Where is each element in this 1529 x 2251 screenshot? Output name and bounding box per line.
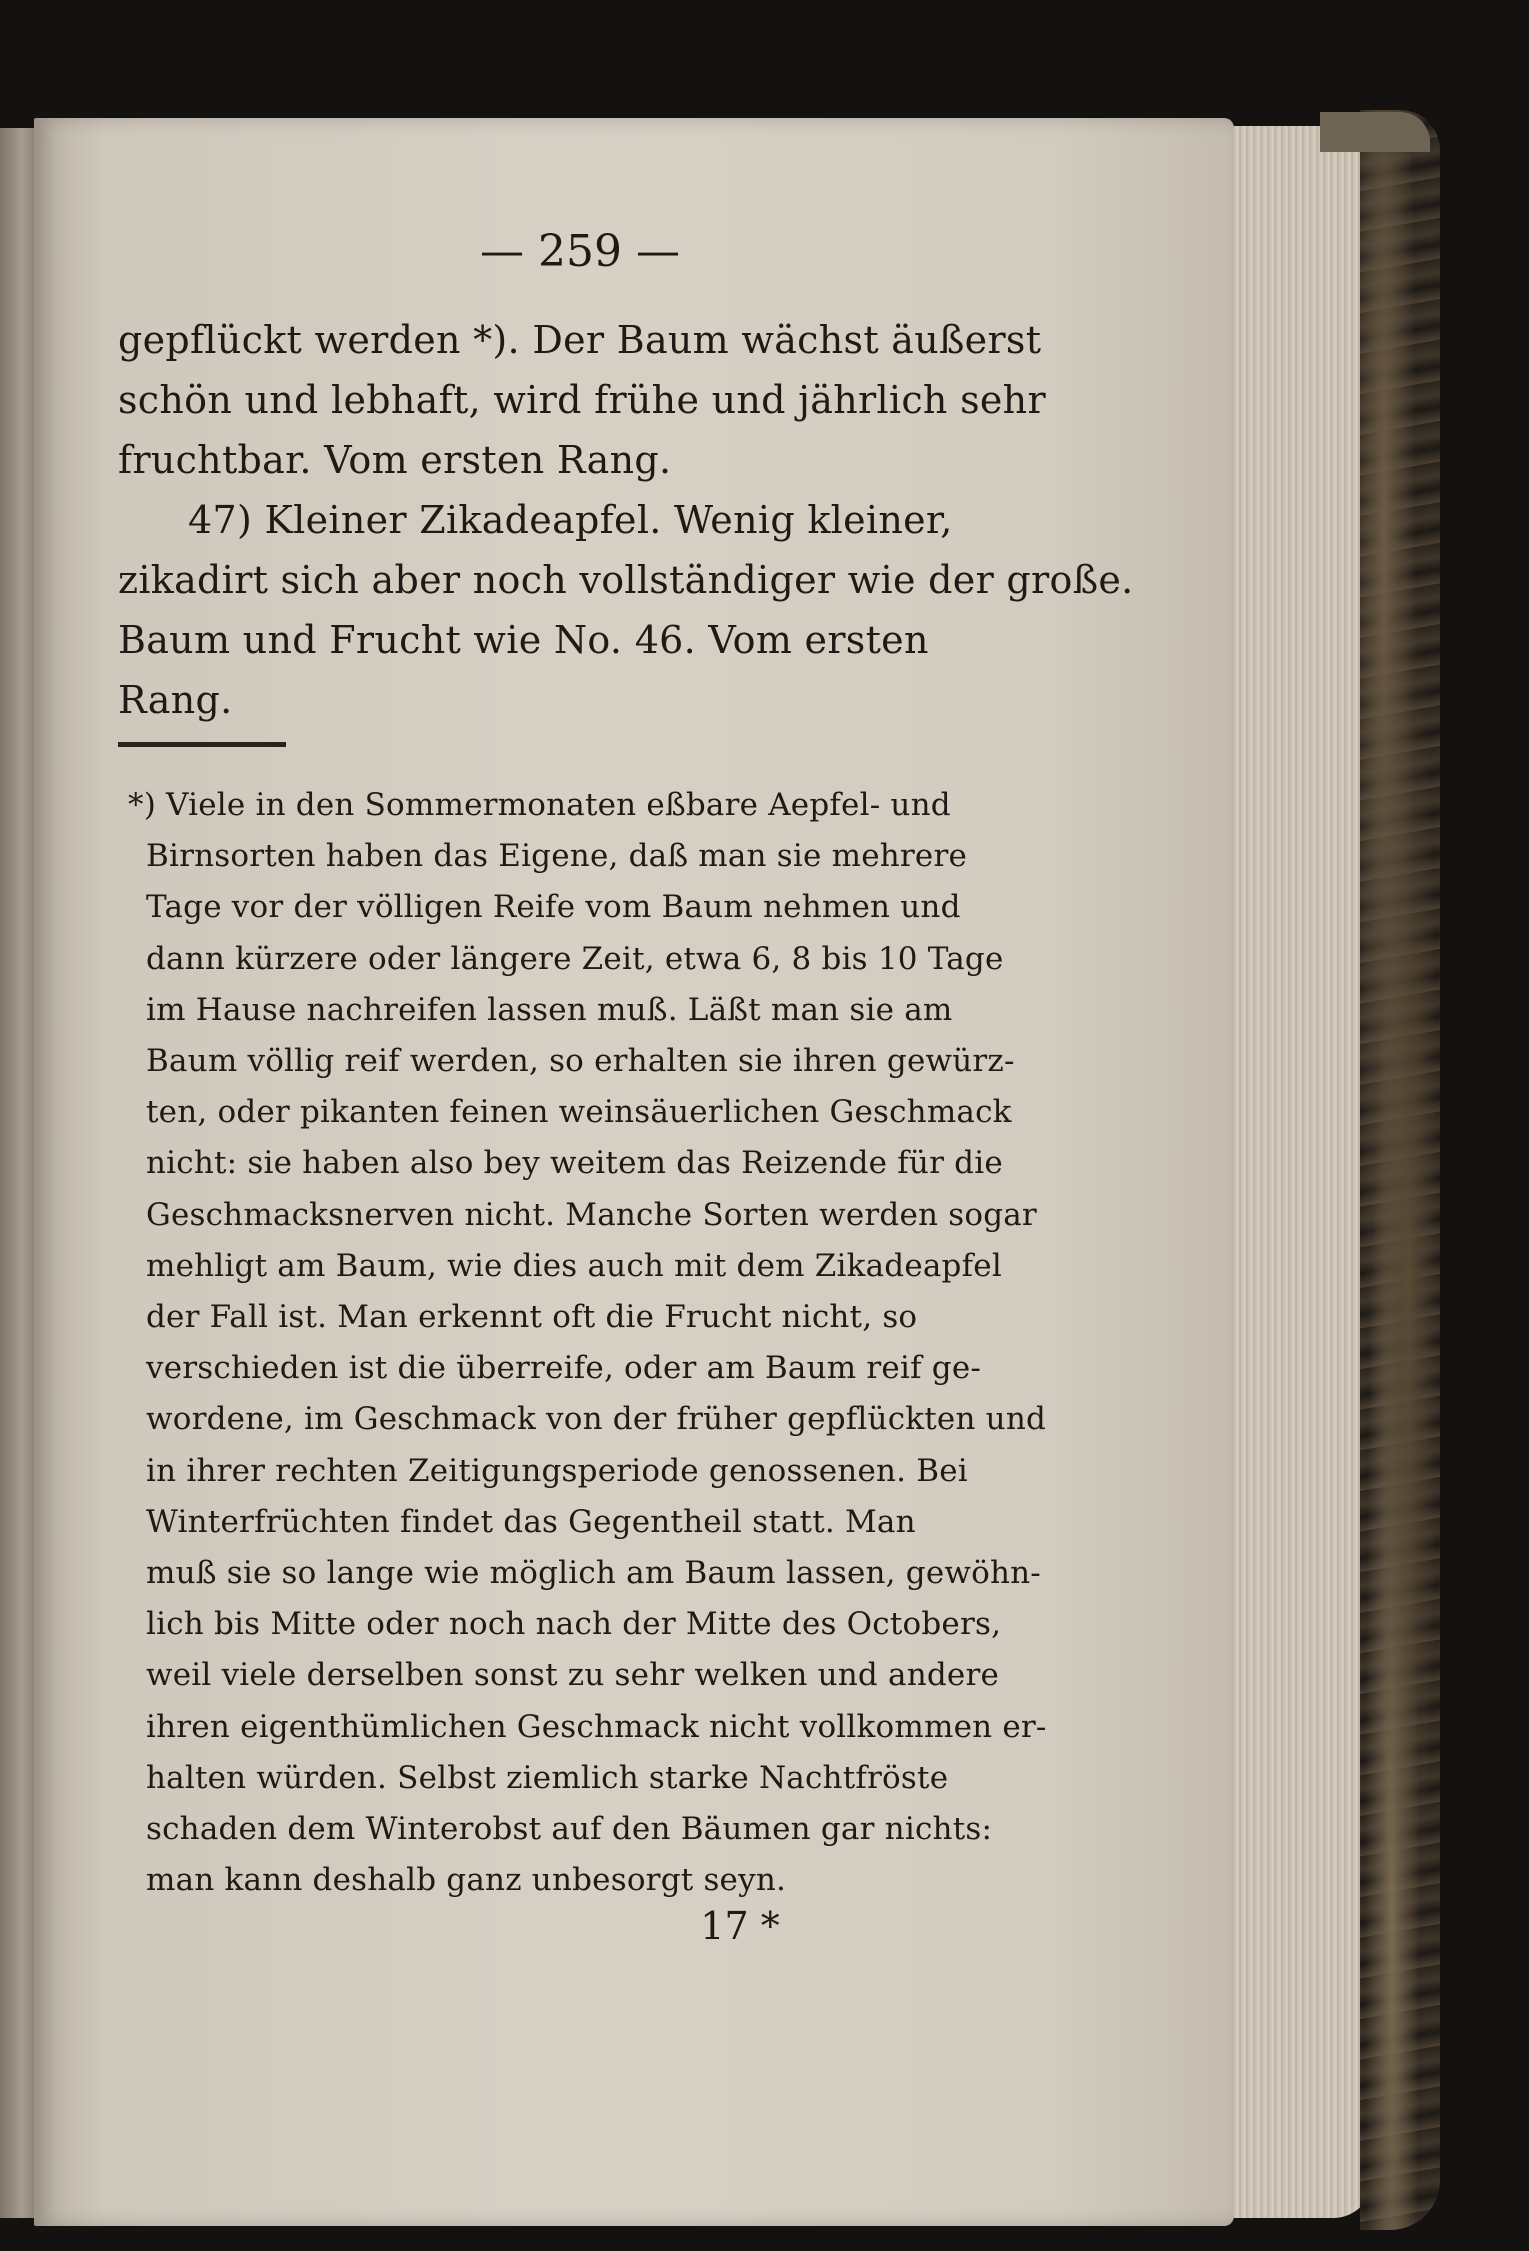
footnote-line: ten, oder pikanten feinen weinsäuerlichen Geschmack bbox=[146, 1094, 1012, 1131]
left-page-edge bbox=[0, 128, 36, 2218]
cover-corner bbox=[1320, 112, 1430, 152]
footnote-line: weil viele derselben sonst zu sehr welken und andere bbox=[146, 1657, 1000, 1694]
footnote-line: verschieden ist die überreife, oder am Baum reif ge- bbox=[146, 1350, 982, 1387]
footnote-line: man kann deshalb ganz unbesorgt seyn. bbox=[146, 1862, 787, 1899]
footnote-line: nicht: sie haben also bey weitem das Reizende für die bbox=[146, 1145, 1003, 1182]
footnote-line: Birnsorten haben das Eigene, daß man sie mehrere bbox=[146, 838, 968, 875]
footnote-rule bbox=[118, 742, 286, 747]
footnote-line: *) Viele in den Sommermonaten eßbare Aepfel- und bbox=[128, 787, 951, 823]
body-line: fruchtbar. Vom ersten Rang. bbox=[118, 438, 672, 482]
body-line: Baum und Frucht wie No. 46. Vom ersten bbox=[118, 618, 929, 662]
footnote bbox=[128, 780, 1047, 1906]
footnote-line: schaden dem Winterobst auf den Bäumen gar nichts: bbox=[146, 1811, 993, 1848]
footnote-line: muß sie so lange wie möglich am Baum lassen, gewöhn- bbox=[146, 1555, 1041, 1592]
footnote-line: Winterfrüchten findet das Gegentheil statt. Man bbox=[146, 1503, 916, 1540]
footnote-line: Baum völlig reif werden, so erhalten sie ihren gewürz- bbox=[146, 1043, 1015, 1080]
footnote-line: der Fall ist. Man erkennt oft die Frucht nicht, so bbox=[146, 1299, 918, 1336]
footnote-line: mehligt am Baum, wie dies auch mit dem Zikadeapfel bbox=[146, 1247, 1002, 1284]
page-stack bbox=[1228, 126, 1373, 2218]
footnote-line: in ihrer rechten Zeitigungsperiode genossenen. Bei bbox=[146, 1452, 968, 1489]
body-line: 47) Kleiner Zikadeapfel. Wenig kleiner, bbox=[188, 498, 953, 542]
footnote-line: im Hause nachreifen lassen muß. Läßt man sie am bbox=[146, 991, 953, 1028]
body-line: schön und lebhaft, wird frühe und jährlich sehr bbox=[118, 378, 1046, 422]
page-number-header: — 259 — bbox=[480, 226, 680, 277]
main-text bbox=[118, 310, 1134, 730]
body-line: Rang. bbox=[118, 678, 233, 722]
signature-mark: 17 * bbox=[700, 1904, 780, 1948]
footnote-line: ihren eigenthümlichen Geschmack nicht vollkommen er- bbox=[146, 1708, 1047, 1745]
footnote-line: wordene, im Geschmack von der früher gepflückten und bbox=[146, 1401, 1047, 1438]
footnote-line: Tage vor der völligen Reife vom Baum nehmen und bbox=[146, 889, 961, 926]
body-line: zikadirt sich aber noch vollständiger wie der große. bbox=[118, 558, 1134, 602]
book-cover bbox=[1360, 110, 1440, 2230]
footnote-line: halten würden. Selbst ziemlich starke Nachtfröste bbox=[146, 1759, 949, 1796]
footnote-line: dann kürzere oder längere Zeit, etwa 6, 8 bis 10 Tage bbox=[146, 940, 1004, 977]
footnote-line: lich bis Mitte oder noch nach der Mitte des Octobers, bbox=[146, 1606, 1002, 1643]
footnote-line: Geschmacksnerven nicht. Manche Sorten werden sogar bbox=[146, 1196, 1037, 1233]
body-line: gepflückt werden *). Der Baum wächst äußerst bbox=[118, 318, 1042, 362]
